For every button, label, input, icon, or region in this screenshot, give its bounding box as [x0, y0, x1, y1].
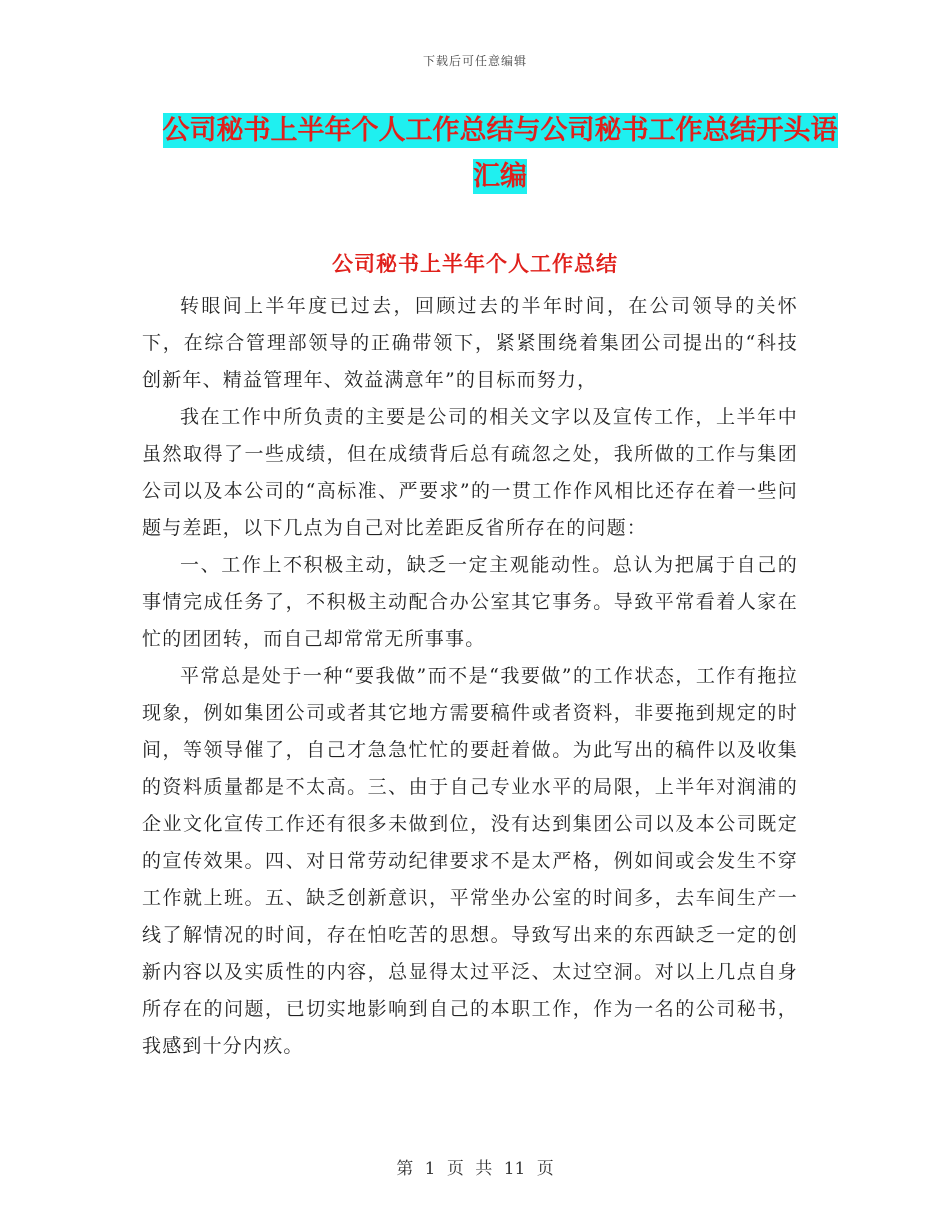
paragraph: 我在工作中所负责的主要是公司的相关文字以及宣传工作，上半年中虽然取得了一些成绩，但在成绩背后总有疏忽之处，我所做的工作与集团公司以及本公司的“高标准、严要求”的一贯工作作风相比还存在着一些问题与差距，以下几点为自己对比差距反省所存在的问题：: [142, 406, 798, 539]
paragraph: 转眼间上半年度已过去，回顾过去的半年时间，在公司领导的关怀下，在综合管理部领导的正确带领下，紧紧围绕着集团公司提出的“科技创新年、精益管理年、效益满意年”的目标而努力，: [142, 295, 798, 391]
paragraph: 一、工作上不积极主动，缺乏一定主观能动性。总认为把属于自己的事情完成任务了，不积极主动配合办公室其它事务。导致平常看着人家在忙的团团转，而自己却常常无所事事。: [142, 554, 798, 650]
document-title: [150, 108, 850, 200]
page-footer: 第 1 页 共 11 页: [396, 1159, 554, 1179]
section-title: 公司秘书上半年个人工作总结: [332, 251, 618, 276]
paragraph: 平常总是处于一种“要我做”而不是“我要做”的工作状态，工作有拖拉现象，例如集团公司或者其它地方需要稿件或者资料，非要拖到规定的时间，等领导催了，自己才急急忙忙的要赶着做。为此写出的稿件以及收集的资料质量都是不太高。三、由于自己专业水平的局限，上半年对润浦的企业文化宣传工作还有很多未做到位，没有达到集团公司以及本公司既定的宣传效果。四、对日常劳动纪律要求不是太严格，例如间或会发生不穿工作就上班。五、缺乏创新意识，平常坐办公室的时间多，去车间生产一线了解情况的时间，存在怕吃苦的思想。导致写出来的东西缺乏一定的创新内容以及实质性的内容，总显得太过平泛、太过空洞。对以上几点自身所存在的问题，已切实地影响到自己的本职工作，作为一名的公司秘书，我感到十分内疚。: [142, 665, 798, 1057]
document-title-text: 公司秘书上半年个人工作总结与公司秘书工作总结开头语汇编: [162, 115, 838, 192]
body-text: [142, 288, 798, 1065]
header-note: 下载后可任意编辑: [422, 54, 527, 68]
